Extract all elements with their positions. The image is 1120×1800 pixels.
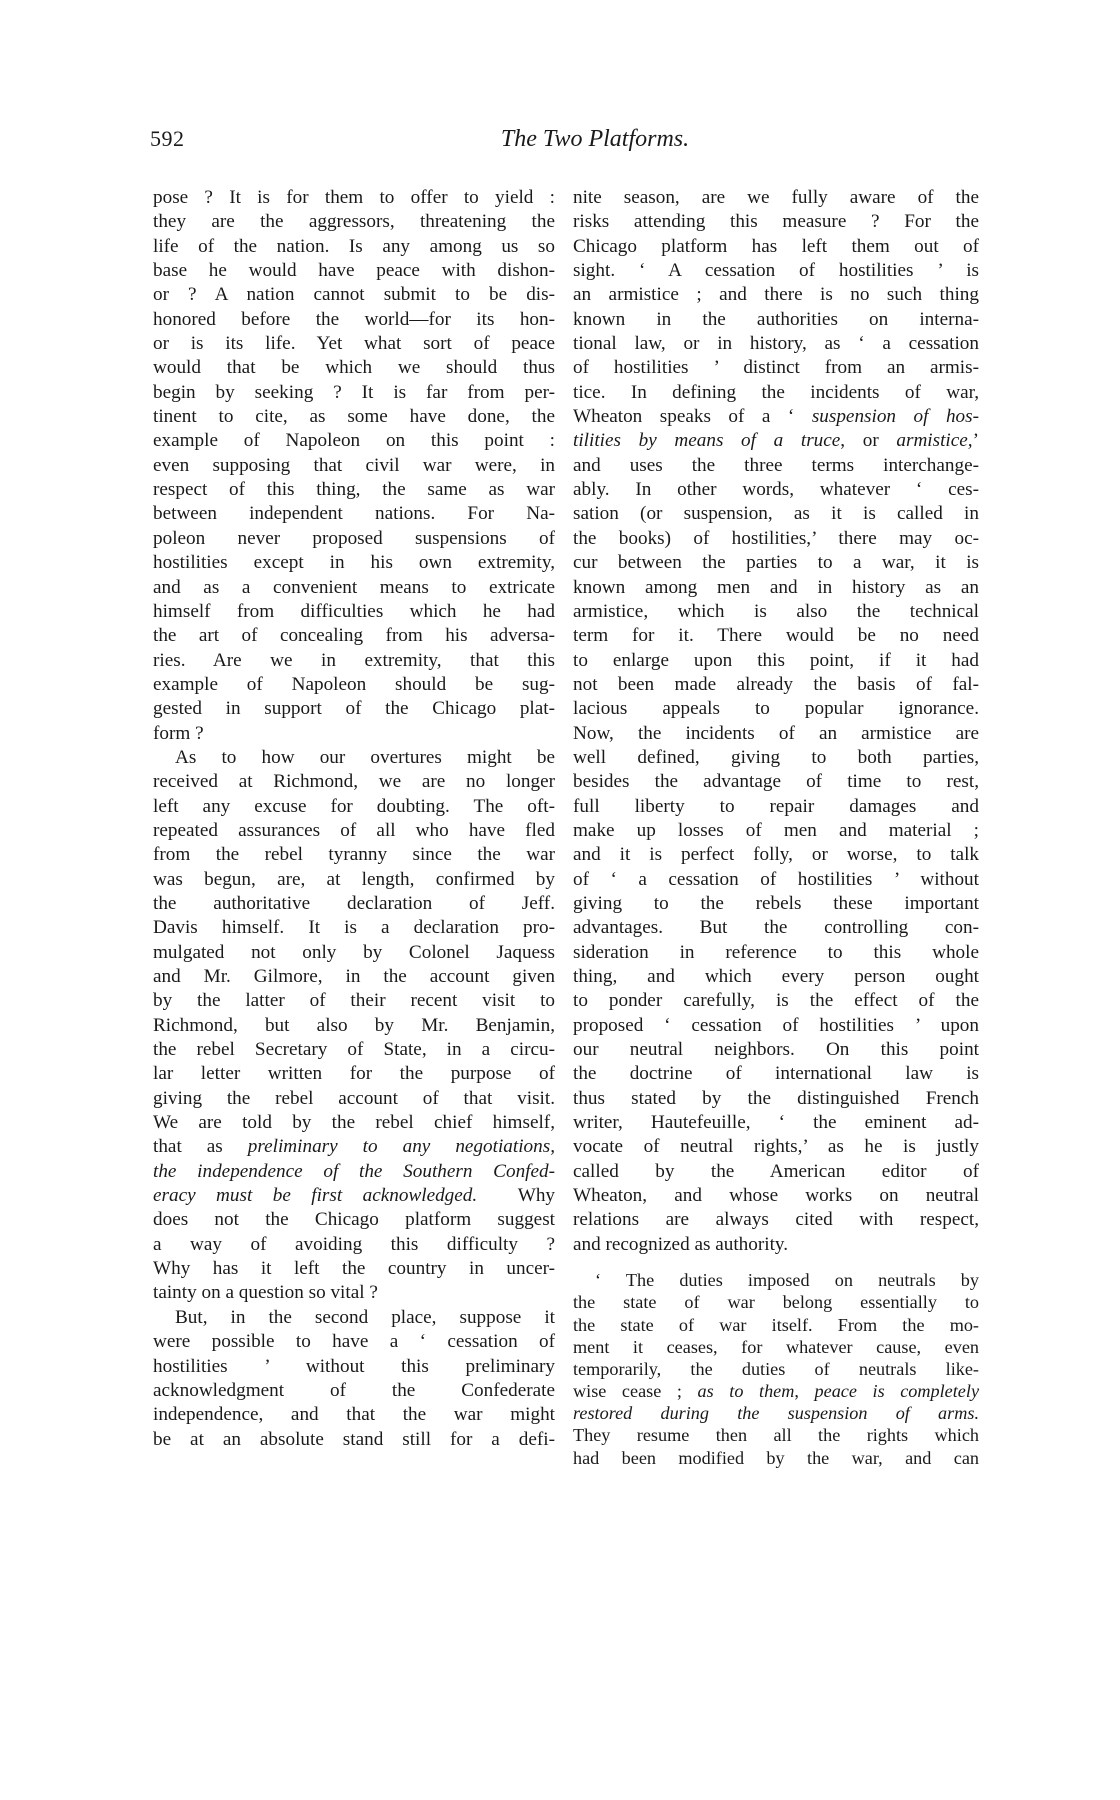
running-head	[150, 126, 980, 160]
text-line: risks attending this measure ? For the	[573, 211, 979, 233]
quote-line: ‘ The duties imposed on neutrals by	[595, 1270, 979, 1291]
left-column	[153, 186, 555, 1452]
text-line: tice. In defining the incidents of war,	[573, 381, 979, 403]
text-run: that as	[153, 1136, 248, 1158]
text-line: Chicago platform has left them out of	[573, 235, 979, 257]
text-line: acknowledgment of the Confederate	[153, 1379, 555, 1401]
text-line: called by the American editor of	[573, 1160, 979, 1182]
text-line-mixed	[153, 1184, 555, 1208]
paragraph-start: But, in the second place, suppose it	[175, 1306, 555, 1328]
text-line: known in the authorities on interna-	[573, 308, 979, 330]
italic-run: as to them	[697, 1381, 795, 1402]
text-line-italic	[153, 1160, 555, 1184]
text-line: relations are always cited with respect,	[573, 1209, 979, 1231]
text-line: does not the Chicago platform suggest	[153, 1209, 555, 1231]
text-line: even supposing that civil war were, in	[153, 454, 555, 476]
text-line: tional law, or in history, as ‘ a cessation	[573, 333, 979, 355]
quote-line-italic	[573, 1402, 979, 1424]
text-line: example of Napoleon should be sug-	[153, 673, 555, 695]
text-line: and uses the three terms interchange-	[573, 454, 979, 476]
text-line: Wheaton, and whose works on neutral	[573, 1185, 979, 1207]
text-run: , or	[840, 430, 897, 452]
text-line: a way of avoiding this difficulty ?	[153, 1233, 555, 1255]
text-line: the authoritative declaration of Jeff.	[153, 892, 555, 914]
text-line: besides the advantage of time to rest,	[573, 771, 979, 793]
right-column	[573, 186, 979, 1469]
text-line: be at an absolute stand still for a defi-	[153, 1428, 555, 1450]
text-line: would that be which we should thus	[153, 357, 555, 379]
text-line: an armistice ; and there is no such thing	[573, 284, 979, 306]
text-line: lacious appeals to popular ignorance.	[573, 698, 979, 720]
text-line: or ? A nation cannot submit to be dis-	[153, 284, 555, 306]
text-line: sideration in reference to this whole	[573, 941, 979, 963]
text-line: We are told by the rebel chief himself,	[153, 1112, 555, 1134]
text-line: advantages. But the controlling con-	[573, 917, 979, 939]
text-line: repeated assurances of all who have fled	[153, 819, 555, 841]
text-run: ’	[972, 430, 979, 452]
text-line: were possible to have a ‘ cessation of	[153, 1331, 555, 1353]
text-line-mixed	[153, 1135, 555, 1159]
text-line: life of the nation. Is any among us so	[153, 235, 555, 257]
text-line: Richmond, but also by Mr. Benjamin,	[153, 1014, 555, 1036]
text-line: sight. ‘ A cessation of hostilities ’ is	[573, 260, 979, 282]
text-line: poleon never proposed suspensions of	[153, 527, 555, 549]
text-line: lar letter written for the purpose of	[153, 1063, 555, 1085]
text-line: Why has it left the country in uncer-	[153, 1258, 555, 1280]
text-line: ries. Are we in extremity, that this	[153, 649, 555, 671]
text-line: gested in support of the Chicago plat-	[153, 698, 555, 720]
text-line: the books) of hostilities,’ there may oc-	[573, 527, 979, 549]
text-line: mulgated not only by Colonel Jaquess	[153, 941, 555, 963]
text-line: vocate of neutral rights,’ as he is justly	[573, 1136, 979, 1158]
text-line: ably. In other words, whatever ‘ ces-	[573, 479, 979, 501]
text-line: thing, and which every person ought	[573, 966, 979, 987]
text-line: himself from difficulties which he had	[153, 600, 555, 622]
paragraph-start: As to how our overtures might be	[175, 746, 555, 768]
text-line: armistice, which is also the technical	[573, 600, 979, 622]
quote-line: temporarily, the duties of neutrals like-	[573, 1358, 979, 1379]
text-line: cur between the parties to a war, it is	[573, 552, 979, 574]
text-run: ,	[794, 1381, 815, 1402]
text-line: not been made already the basis of fal-	[573, 673, 979, 695]
text-line: example of Napoleon on this point :	[153, 430, 555, 452]
text-line: tinent to cite, as some have done, the	[153, 406, 555, 428]
text-line: by the latter of their recent visit to	[153, 990, 555, 1012]
block-quote	[573, 1269, 979, 1469]
italic-run: peace is completely	[814, 1381, 980, 1402]
text-line: between independent nations. For Na-	[153, 503, 555, 525]
text-line: pose ? It is for them to offer to yield :	[153, 187, 555, 208]
running-title: The Two Platforms.	[500, 126, 690, 152]
italic-run: tilities by means of a truce	[573, 430, 841, 452]
text-line: form ?	[153, 722, 204, 744]
text-line: they are the aggressors, threatening the	[153, 211, 555, 233]
text-line: Now, the incidents of an armistice are	[573, 722, 979, 744]
text-line: tainty on a question so vital ?	[153, 1282, 378, 1304]
text-line: begin by seeking ? It is far from per-	[153, 381, 555, 403]
text-line: and Mr. Gilmore, in the account given	[153, 966, 555, 987]
quote-line-mixed	[573, 1380, 979, 1402]
text-line: Davis himself. It is a declaration pro-	[153, 917, 555, 939]
text-line: to enlarge upon this point, if it had	[573, 649, 979, 671]
italic-run: armistice,	[896, 430, 973, 452]
text-line: the rebel Secretary of State, in a circu-	[153, 1039, 555, 1061]
text-line: independence, and that the war might	[153, 1404, 555, 1426]
text-line: hostilities ’ without this preliminary	[153, 1355, 555, 1377]
text-line: and it is perfect folly, or worse, to talk	[573, 844, 979, 866]
text-line: left any excuse for doubting. The oft-	[153, 795, 555, 817]
text-line: and as a convenient means to extricate	[153, 576, 555, 598]
text-line: from the rebel tyranny since the war	[153, 844, 555, 866]
italic-run: suspension of hos-	[811, 406, 979, 428]
quote-line: ment it ceases, for whatever cause, even	[573, 1336, 979, 1357]
text-line: the art of concealing from his adversa-	[153, 625, 555, 647]
italic-run: restored during the suspension of arms.	[573, 1403, 979, 1424]
quote-line: the state of war itself. From the mo-	[573, 1314, 979, 1335]
text-line: well defined, giving to both parties,	[573, 746, 979, 768]
text-line: base he would have peace with dishon-	[153, 260, 555, 282]
text-line: giving the rebel account of that visit.	[153, 1087, 555, 1109]
italic-run: eracy must be first acknowledged.	[153, 1185, 478, 1207]
text-run: Wheaton speaks of a ‘	[573, 406, 812, 428]
text-line: honored before the world—for its hon-	[153, 308, 555, 330]
text-line: to ponder carefully, is the effect of the	[573, 990, 979, 1012]
text-run: wise cease ;	[573, 1381, 698, 1402]
text-line: writer, Hautefeuille, ‘ the eminent ad-	[573, 1112, 979, 1134]
text-line: nite season, are we fully aware of the	[573, 187, 979, 208]
text-line: thus stated by the distinguished French	[573, 1087, 979, 1109]
text-line: the doctrine of international law is	[573, 1063, 979, 1085]
text-line: our neutral neighbors. On this point	[573, 1039, 979, 1061]
text-line: proposed ‘ cessation of hostilities ’ upon	[573, 1014, 979, 1036]
text-line: and recognized as authority.	[573, 1233, 789, 1255]
italic-run: preliminary to any negotiations,	[247, 1136, 555, 1158]
text-line: of hostilities ’ distinct from an armis-	[573, 357, 979, 379]
italic-run: the independence of the Southern Confed-	[153, 1160, 555, 1182]
text-line: giving to the rebels these important	[573, 892, 979, 914]
text-line: was begun, are, at length, confirmed by	[153, 868, 555, 890]
text-line: of ‘ a cessation of hostilities ’ without	[573, 868, 979, 890]
text-line: received at Richmond, we are no longer	[153, 771, 555, 793]
text-line: known among men and in history as an	[573, 576, 979, 598]
text-line: make up losses of men and material ;	[573, 819, 979, 841]
text-line: full liberty to repair damages and	[573, 795, 979, 817]
block-spacer	[573, 1257, 979, 1269]
text-line: hostilities except in his own extremity,	[153, 552, 555, 574]
text-line: or is its life. Yet what sort of peace	[153, 333, 555, 355]
text-run: Why	[477, 1185, 556, 1207]
text-line: sation (or suspension, as it is called in	[573, 503, 979, 525]
quote-line: the state of war belong essentially to	[573, 1292, 979, 1313]
page-number: 592	[150, 126, 185, 151]
text-line: respect of this thing, the same as war	[153, 479, 555, 501]
text-line-mixed	[573, 405, 979, 429]
quote-line: had been modified by the war, and can	[573, 1447, 979, 1468]
text-line: term for it. There would be no need	[573, 625, 979, 647]
text-line-mixed	[573, 429, 979, 453]
quote-line: They resume then all the rights which	[573, 1425, 979, 1446]
